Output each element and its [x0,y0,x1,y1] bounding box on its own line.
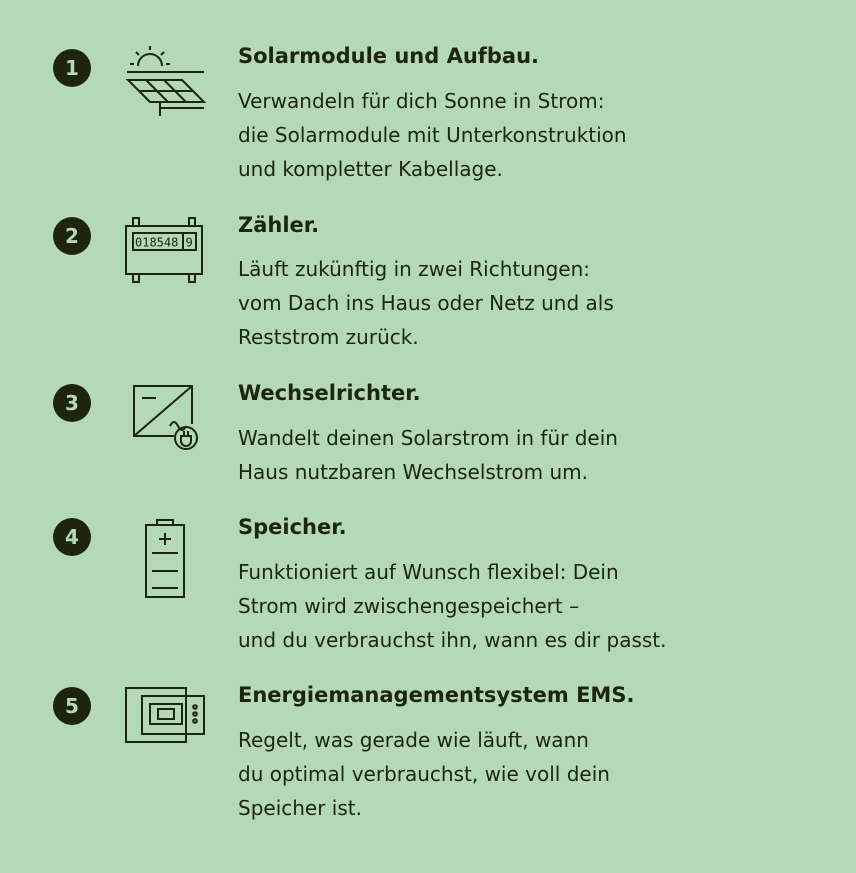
feature-title: Wechselrichter. [238,381,421,405]
solar-panel-icon [124,44,210,118]
electricity-meter-icon [124,216,206,286]
feature-title: Zähler. [238,213,320,237]
meter-reading-last: 9 [185,235,193,250]
feature-description: Läuft zukünftig in zwei Richtungen: vom Dach ins Haus oder Netz und als Reststrom zurück. [238,257,614,349]
feature-description: Regelt, was gerade wie läuft, wann du optimal verbrauchst, wie voll dein Speicher ist. [238,728,610,820]
feature-title: Speicher. [238,515,347,539]
feature-description: Verwandeln für dich Sonne in Strom: die Solarmodule mit Unterkonstruktion und kompletter Kabellage. [238,89,627,181]
feature-description: Wandelt deinen Solarstrom in für dein Haus nutzbaren Wechselstrom um. [238,426,618,484]
step-number-badge: 1 [53,49,91,87]
step-number-badge: 5 [53,687,91,725]
feature-description: Funktioniert auf Wunsch flexibel: Dein Strom wird zwischengespeichert – und du verbrauchst ihn, wann es dir passt. [238,560,667,652]
energy-management-icon [124,686,208,746]
meter-reading-main: 018548 [135,235,179,250]
step-number-badge: 2 [53,217,91,255]
step-number-badge: 4 [53,518,91,556]
feature-title: Energiemanagementsystem EMS. [238,683,635,707]
inverter-icon [130,384,202,452]
feature-title: Solarmodule und Aufbau. [238,44,540,68]
step-number-badge: 3 [53,384,91,422]
battery-storage-icon [144,518,188,600]
